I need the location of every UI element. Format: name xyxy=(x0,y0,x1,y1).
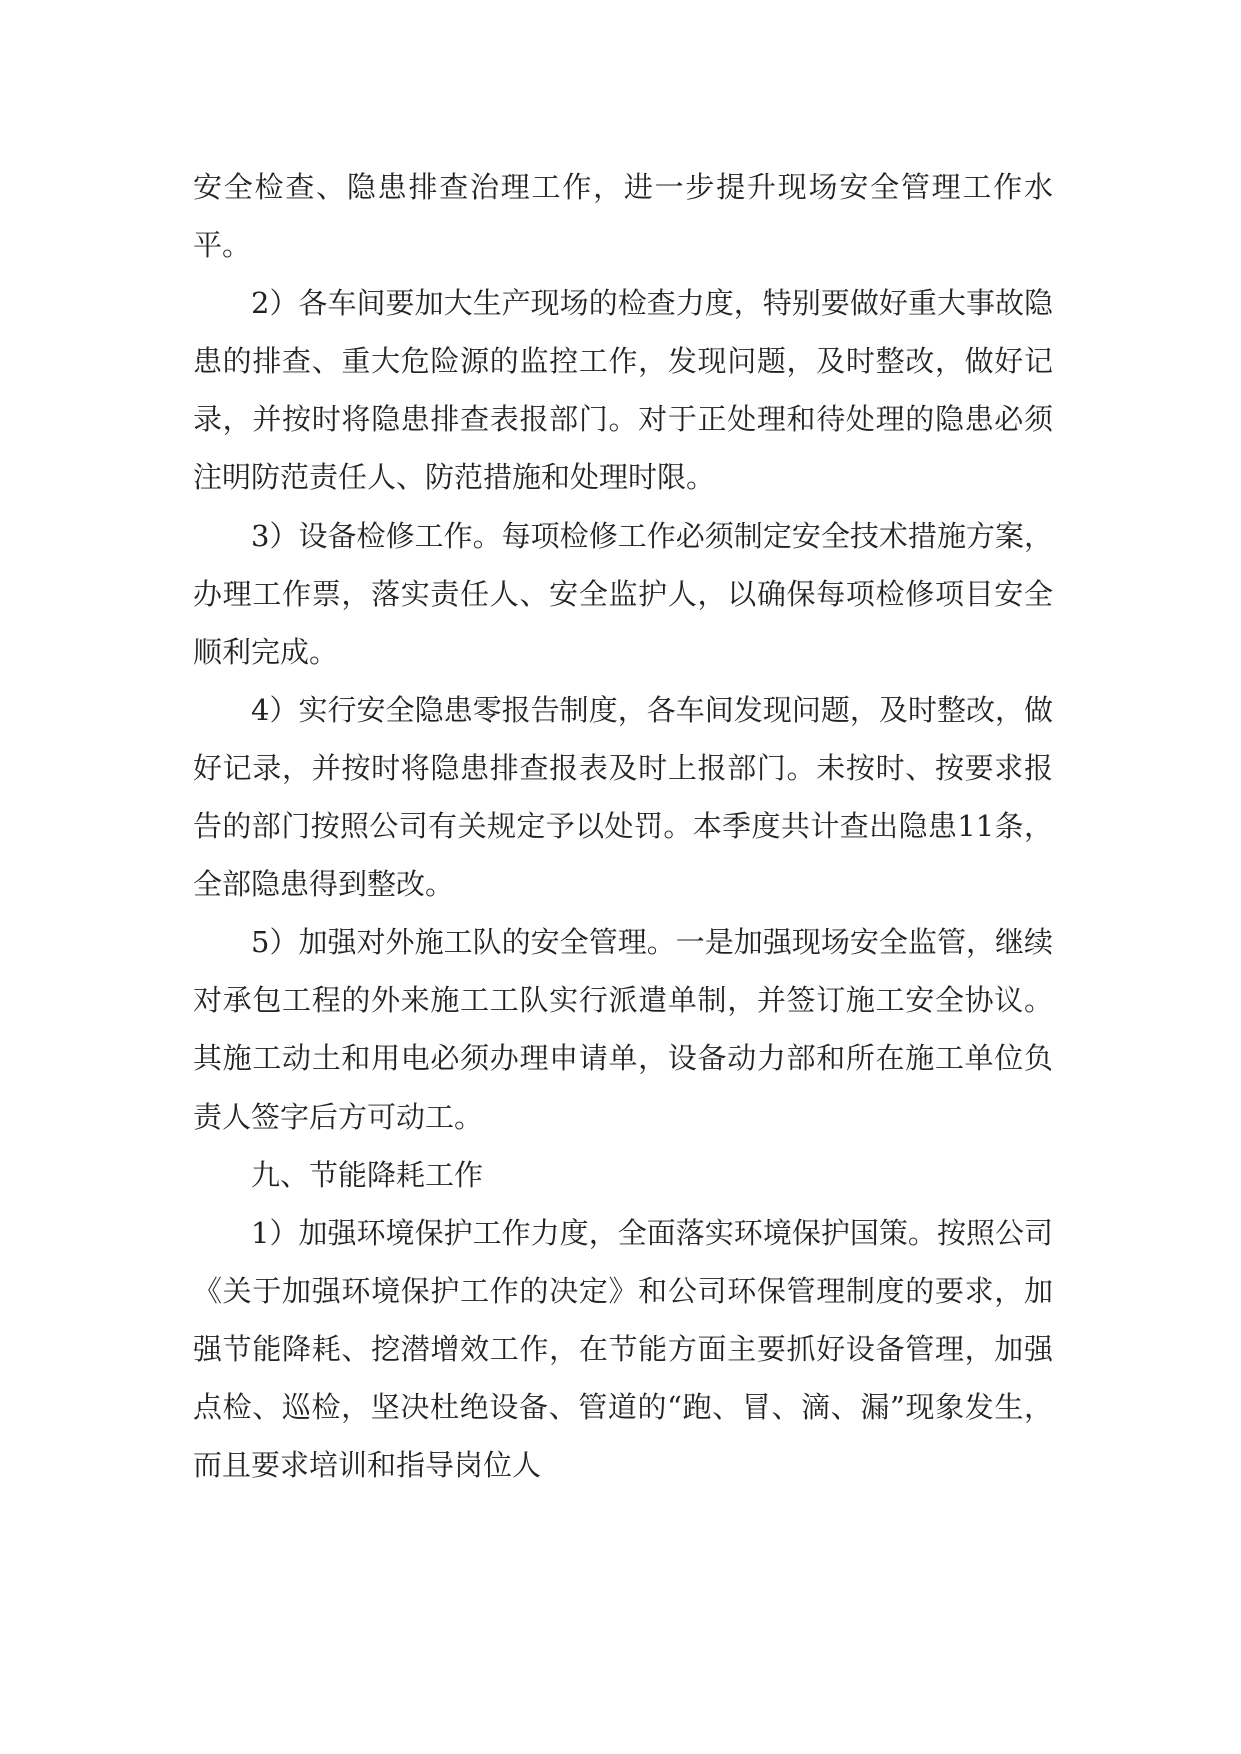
paragraph-section-item-1: 1）加强环境保护工作力度，全面落实环境保护国策。按照公司《关于加强环境保护工作的决定》和公司环保管理制度的要求，加强节能降耗、挖潜增效工作，在节能方面主要抓好设备管理，加强点检、巡检，坚决杜绝设备、管道的“跑、冒、滴、漏”现象发生，而且要求培训和指导岗位人 xyxy=(193,1215,1053,1483)
paragraph-item-4: 4）实行安全隐患零报告制度，各车间发现问题，及时整改，做好记录，并按时将隐患排查报表及时上报部门。未按时、按要求报告的部门按照公司有关规定予以处罚。本季度共计查出隐患11条，全部隐患得到整改。 xyxy=(193,692,1053,902)
paragraph-item-3: 3）设备检修工作。每项检修工作必须制定安全技术措施方案，办理工作票，落实责任人、安全监护人，以确保每项检修项目安全顺利完成。 xyxy=(193,518,1053,669)
section-heading: 九、节能降耗工作 xyxy=(251,1157,484,1192)
paragraph-item-2: 2）各车间要加大生产现场的检查力度，特别要做好重大事故隐患的排查、重大危险源的监控工作，发现问题，及时整改，做好记录，并按时将隐患排查表报部门。对于正处理和待处理的隐患必须注明防范责任人、防范措施和处理时限。 xyxy=(193,286,1053,495)
paragraph-continuation: 安全检查、隐患排查治理工作，进一步提升现场安全管理工作水平。 xyxy=(193,170,1053,263)
paragraph-item-5: 5）加强对外施工队的安全管理。一是加强现场安全监管，继续对承包工程的外来施工工队实行派遣单制，并签订施工安全协议。其施工动土和用电必须办理申请单，设备动力部和所在施工单位负责人签字后方可动工。 xyxy=(193,925,1053,1134)
document-body xyxy=(193,158,1053,1494)
